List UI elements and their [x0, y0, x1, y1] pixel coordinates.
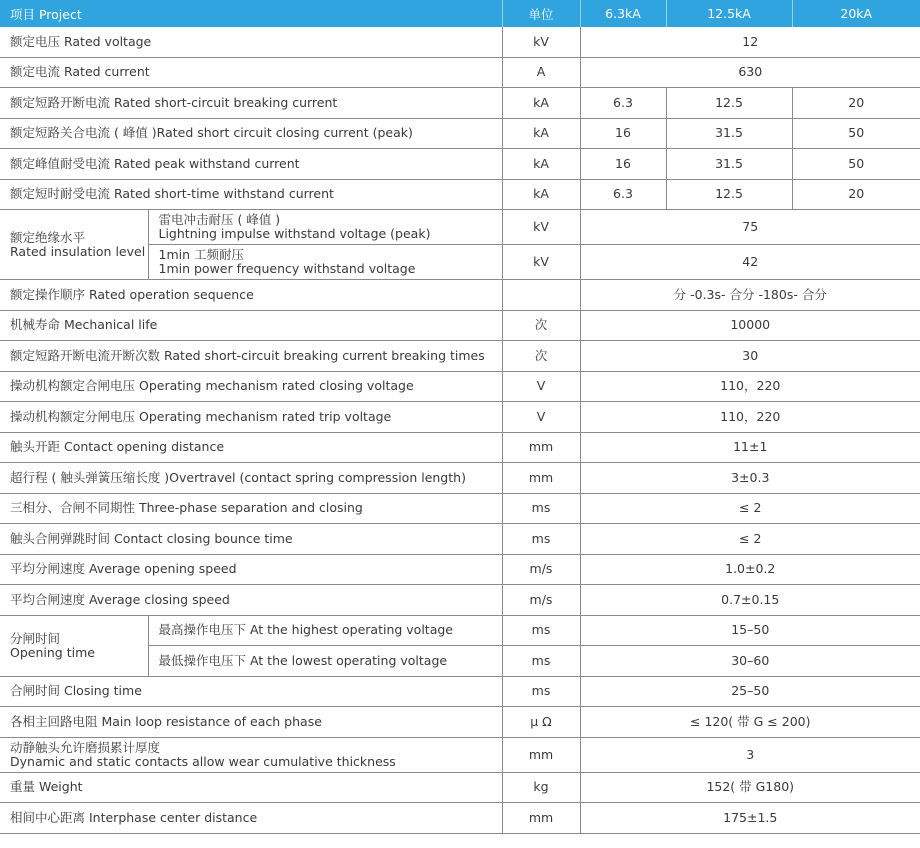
row-unit: kA — [502, 179, 580, 210]
row-closing-time — [0, 676, 920, 707]
row-value: 42 — [580, 245, 920, 280]
row-opening-time-highest — [0, 615, 920, 646]
row-value-12-5ka: 31.5 — [666, 149, 792, 180]
row-label: 三相分、合闸不同期性 Three-phase separation and closing — [0, 493, 502, 524]
power-frequency-en: 1min power frequency withstand voltage — [158, 261, 416, 276]
opening-time-en: Opening time — [10, 644, 95, 660]
row-value-6-3ka: 16 — [580, 149, 666, 180]
row-breaking-times — [0, 341, 920, 372]
row-short-time-withstand — [0, 179, 920, 210]
table-header — [0, 0, 920, 27]
row-value: 0.7±0.15 — [580, 585, 920, 616]
header-project: 项目 Project — [0, 0, 502, 27]
row-operation-sequence — [0, 280, 920, 311]
row-closing-speed — [0, 585, 920, 616]
row-trip-voltage — [0, 402, 920, 433]
row-rated-voltage — [0, 27, 920, 57]
row-unit: m/s — [502, 585, 580, 616]
row-value: 25–50 — [580, 676, 920, 707]
row-value: 11±1 — [580, 432, 920, 463]
row-unit: 次 — [502, 341, 580, 372]
row-insulation-lightning — [0, 210, 920, 245]
row-value: 152( 带 G180) — [580, 772, 920, 803]
row-value: 30–60 — [580, 646, 920, 677]
row-closing-current — [0, 118, 920, 149]
header-12-5ka: 12.5kA — [666, 0, 792, 27]
row-unit: V — [502, 371, 580, 402]
power-frequency-label — [148, 245, 502, 280]
row-label: 额定电压 Rated voltage — [0, 27, 502, 57]
row-unit: kV — [502, 210, 580, 245]
row-value: ≤ 120( 带 G ≤ 200) — [580, 707, 920, 738]
row-unit: ms — [502, 676, 580, 707]
row-weight — [0, 772, 920, 803]
row-unit: m/s — [502, 554, 580, 585]
row-value-20ka: 20 — [792, 88, 920, 119]
row-three-phase — [0, 493, 920, 524]
row-unit: A — [502, 57, 580, 88]
row-value-6-3ka: 16 — [580, 118, 666, 149]
row-unit: mm — [502, 737, 580, 772]
row-value-20ka: 20 — [792, 179, 920, 210]
row-value: ≤ 2 — [580, 493, 920, 524]
row-label: 操动机构额定合闸电压 Operating mechanism rated closing voltage — [0, 371, 502, 402]
wear-label-cn: 动静触头允许磨损累计厚度 — [10, 739, 161, 755]
row-bounce-time — [0, 524, 920, 555]
row-value-20ka: 50 — [792, 118, 920, 149]
row-unit: ms — [502, 524, 580, 555]
row-label: 操动机构额定分闸电压 Operating mechanism rated trip voltage — [0, 402, 502, 433]
row-label: 触头开距 Contact opening distance — [0, 432, 502, 463]
row-mechanical-life — [0, 310, 920, 341]
insulation-label — [0, 210, 148, 280]
row-unit: ms — [502, 493, 580, 524]
row-value-12-5ka: 31.5 — [666, 118, 792, 149]
row-unit: kg — [502, 772, 580, 803]
row-unit: ms — [502, 615, 580, 646]
row-unit: 次 — [502, 310, 580, 341]
row-interphase-distance — [0, 803, 920, 834]
header-20ka: 20kA — [792, 0, 920, 27]
row-wear-thickness — [0, 737, 920, 772]
row-label: 额定短路关合电流 ( 峰值 )Rated short circuit closing current (peak) — [0, 118, 502, 149]
row-value: 3±0.3 — [580, 463, 920, 494]
row-label: 相间中心距离 Interphase center distance — [0, 803, 502, 834]
wear-label-en: Dynamic and static contacts allow wear cumulative thickness — [10, 753, 396, 769]
row-unit — [502, 280, 580, 311]
power-frequency-cn: 1min 工频耐压 — [158, 247, 244, 262]
row-contact-opening-distance — [0, 432, 920, 463]
row-label: 机械寿命 Mechanical life — [0, 310, 502, 341]
row-value: 110，220 — [580, 371, 920, 402]
lowest-voltage-label: 最低操作电压下 At the lowest operating voltage — [148, 646, 502, 677]
row-label: 平均合闸速度 Average closing speed — [0, 585, 502, 616]
row-value-6-3ka: 6.3 — [580, 88, 666, 119]
row-peak-withstand — [0, 149, 920, 180]
row-loop-resistance — [0, 707, 920, 738]
lightning-impulse-cn: 雷电冲击耐压 ( 峰值 ) — [158, 212, 281, 227]
row-label: 额定操作顺序 Rated operation sequence — [0, 280, 502, 311]
row-unit: kV — [502, 245, 580, 280]
row-value: 75 — [580, 210, 920, 245]
row-label — [0, 737, 502, 772]
row-unit: mm — [502, 463, 580, 494]
row-value: ≤ 2 — [580, 524, 920, 555]
row-value-12-5ka: 12.5 — [666, 179, 792, 210]
row-label: 重量 Weight — [0, 772, 502, 803]
row-value: 10000 — [580, 310, 920, 341]
lightning-impulse-en: Lightning impulse withstand voltage (peak) — [158, 226, 431, 241]
row-value: 1.0±0.2 — [580, 554, 920, 585]
row-label: 额定电流 Rated current — [0, 57, 502, 88]
row-unit: kA — [502, 118, 580, 149]
row-closing-voltage — [0, 371, 920, 402]
row-label: 额定短时耐受电流 Rated short-time withstand current — [0, 179, 502, 210]
row-unit: V — [502, 402, 580, 433]
row-value-12-5ka: 12.5 — [666, 88, 792, 119]
row-unit: ms — [502, 646, 580, 677]
row-value: 110，220 — [580, 402, 920, 433]
row-unit: mm — [502, 432, 580, 463]
row-label: 触头合闸弹跳时间 Contact closing bounce time — [0, 524, 502, 555]
row-label: 合闸时间 Closing time — [0, 676, 502, 707]
insulation-label-en: Rated insulation level — [10, 243, 146, 259]
row-label: 额定短路开断电流 Rated short-circuit breaking current — [0, 88, 502, 119]
lightning-impulse-label — [148, 210, 502, 245]
row-value-20ka: 50 — [792, 149, 920, 180]
row-breaking-current — [0, 88, 920, 119]
highest-voltage-label: 最高操作电压下 At the highest operating voltage — [148, 615, 502, 646]
row-rated-current — [0, 57, 920, 88]
row-value: 12 — [580, 27, 920, 57]
row-opening-speed — [0, 554, 920, 585]
row-unit: μ Ω — [502, 707, 580, 738]
row-value: 30 — [580, 341, 920, 372]
row-label: 超行程 ( 触头弹簧压缩长度 )Overtravel (contact spring compression length) — [0, 463, 502, 494]
row-label: 平均分闸速度 Average opening speed — [0, 554, 502, 585]
row-value: 630 — [580, 57, 920, 88]
opening-time-cn: 分闸时间 — [10, 630, 61, 646]
opening-time-label — [0, 615, 148, 676]
row-label: 额定峰值耐受电流 Rated peak withstand current — [0, 149, 502, 180]
row-value: 175±1.5 — [580, 803, 920, 834]
row-value: 3 — [580, 737, 920, 772]
row-value-6-3ka: 6.3 — [580, 179, 666, 210]
row-label: 额定短路开断电流开断次数 Rated short-circuit breaking current breaking times — [0, 341, 502, 372]
row-unit: kA — [502, 149, 580, 180]
insulation-label-cn: 额定绝缘水平 — [10, 229, 86, 245]
row-value: 15–50 — [580, 615, 920, 646]
row-unit: kV — [502, 27, 580, 57]
row-label: 各相主回路电阻 Main loop resistance of each phase — [0, 707, 502, 738]
row-value: 分 -0.3s- 合分 -180s- 合分 — [580, 280, 920, 311]
header-6-3ka: 6.3kA — [580, 0, 666, 27]
row-unit: mm — [502, 803, 580, 834]
row-overtravel — [0, 463, 920, 494]
row-unit: kA — [502, 88, 580, 119]
header-unit: 单位 — [502, 0, 580, 27]
